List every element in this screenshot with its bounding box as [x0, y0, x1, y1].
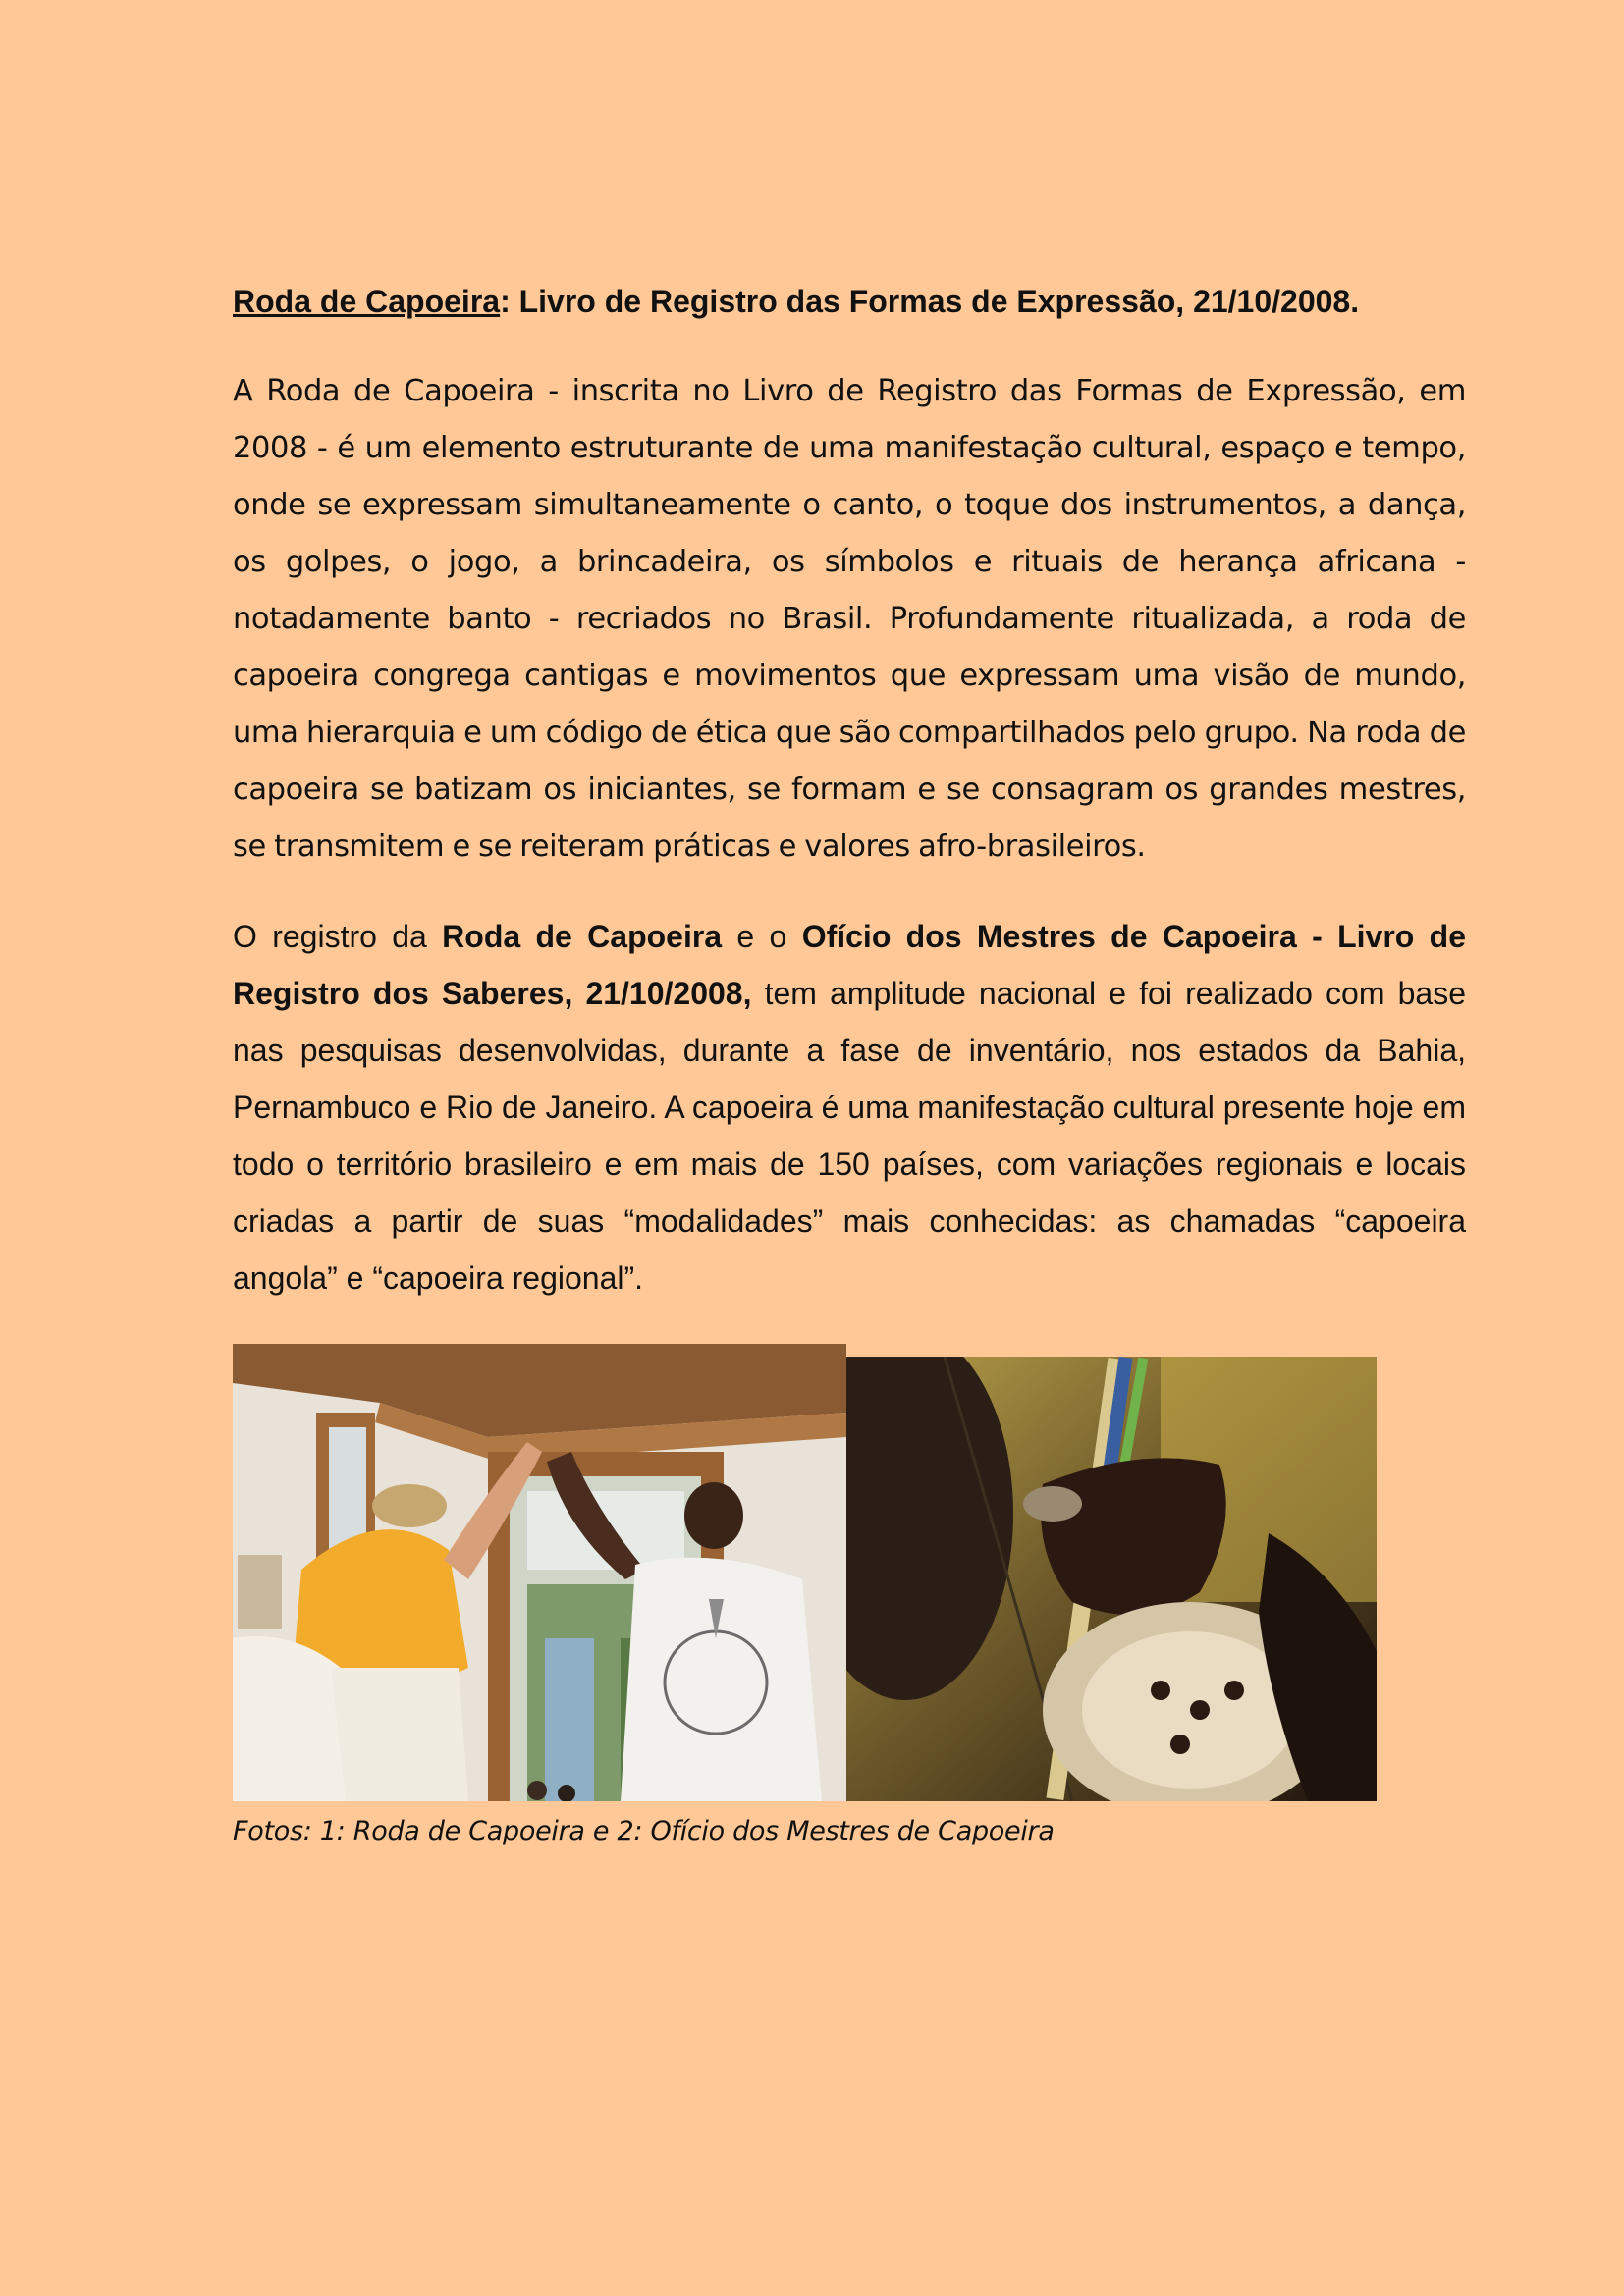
p2-text-1: O registro da	[233, 919, 443, 954]
heading-link[interactable]: Roda de Capoeira	[233, 284, 501, 319]
document-heading	[233, 280, 1466, 323]
photo-oficio-dos-mestres	[846, 1357, 1377, 1801]
p2-text-2: e o	[722, 919, 802, 954]
document-page	[233, 0, 1466, 2296]
photo-roda-de-capoeira	[233, 1344, 846, 1801]
paragraph-roda-description: A Roda de Capoeira - inscrita no Livro de Registro das Formas de Expressão, em 2008 - é um elemento estruturante de uma manifestação cultural, espaço e tempo, onde se expressam simultaneamente o canto, o toque dos instrumentos, a dança, os golpes, o jogo, a brincadeira, os símbolos e rituais de herança africana - notadamente banto - recriados no Brasil. Profundamente ritualizada, a roda de capoeira congrega cantigas e movimentos que expressam uma visão de mundo, uma hierarquia e um código de ética que são compartilhados pelo grupo. Na roda de capoeira se batizam os iniciantes, se formam e se consagram os grandes mestres, se transmitem e se reiteram práticas e valores afro-brasileiros.	[233, 374, 1466, 864]
paragraph-registro	[233, 908, 1466, 1307]
heading-rest: : Livro de Registro das Formas de Expressão, 21/10/2008.	[500, 284, 1360, 319]
photo-row	[233, 1344, 1377, 1801]
p2-text-3: tem amplitude nacional e foi realizado com base nas pesquisas desenvolvidas, durante a fase de inventário, nos estados da Bahia, Pernambuco e Rio de Janeiro. A capoeira é uma manifestação cultural presente hoje em todo o território brasileiro e em mais de 150 países, com variações regionais e locais criadas a partir de suas “modalidades” mais conhecidas: as chamadas “capoeira angola” e “capoeira regional”.	[233, 976, 1467, 1296]
p2-bold-oficio: Ofício dos Mestres de Capoeira - Livro de Registro dos Saberes, 21/10/2008,	[233, 919, 1467, 1011]
p2-bold-roda: Roda de Capoeira	[442, 919, 723, 954]
photo-caption: Fotos: 1: Roda de Capoeira e 2: Ofício dos Mestres de Capoeira	[233, 1816, 1055, 1846]
